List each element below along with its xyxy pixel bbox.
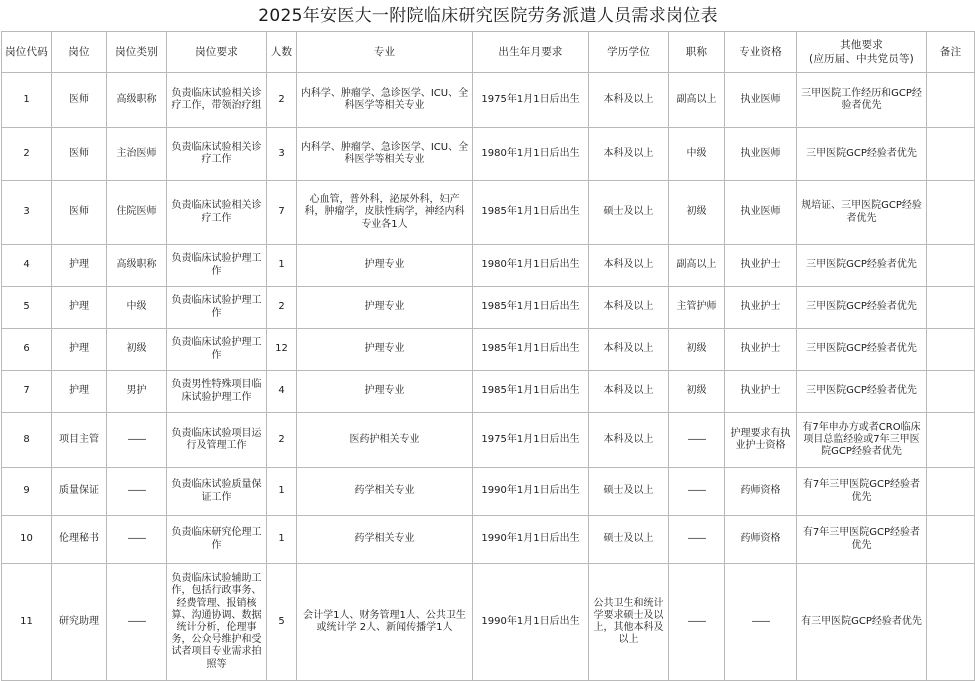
cell-category: —— [107,564,167,681]
job-requirements-table [1,0,975,681]
cell-count: 2 [267,413,297,468]
cell-code: 3 [2,181,52,245]
cell-certificate: 执业护士 [725,371,797,413]
cell-birth: 1990年1月1日后出生 [473,468,589,516]
cell-education: 本科及以上 [589,245,669,287]
table-row [2,468,975,516]
cell-major: 内科学、肿瘤学、急诊医学、ICU、全科医学等相关专业 [297,73,473,128]
cell-major: 护理专业 [297,329,473,371]
cell-certificate: 执业医师 [725,128,797,181]
table-row [2,245,975,287]
cell-category: 住院医师 [107,181,167,245]
cell-category: —— [107,516,167,564]
table-row [2,413,975,468]
cell-major: 护理专业 [297,371,473,413]
cell-code: 9 [2,468,52,516]
table-row [2,371,975,413]
cell-count: 5 [267,564,297,681]
cell-requirement: 负责临床试验护理工作 [167,329,267,371]
cell-category: 初级 [107,329,167,371]
cell-code: 8 [2,413,52,468]
cell-birth: 1985年1月1日后出生 [473,371,589,413]
cell-requirement: 负责临床研究伦理工作 [167,516,267,564]
cell-job-title: —— [669,413,725,468]
cell-requirement: 负责临床试验相关诊疗工作 [167,181,267,245]
cell-post: 质量保证 [52,468,107,516]
cell-education: 硕士及以上 [589,516,669,564]
header-category: 岗位类别 [107,32,167,73]
cell-count: 1 [267,516,297,564]
cell-certificate: 执业护士 [725,329,797,371]
cell-job-title: 初级 [669,329,725,371]
cell-other: 三甲医院GCP经验者优先 [797,287,927,329]
header-count: 人数 [267,32,297,73]
header-other-line1: 其他要求 [840,38,883,51]
cell-certificate: —— [725,564,797,681]
cell-note [927,287,975,329]
cell-job-title: —— [669,516,725,564]
cell-major: 内科学、肿瘤学、急诊医学、ICU、全科医学等相关专业 [297,128,473,181]
cell-category: 高级职称 [107,245,167,287]
cell-birth: 1980年1月1日后出生 [473,245,589,287]
table-row [2,73,975,128]
cell-job-title: 副高以上 [669,73,725,128]
cell-count: 2 [267,287,297,329]
cell-birth: 1985年1月1日后出生 [473,287,589,329]
cell-major: 会计学1人、财务管理1人、公共卫生或统计学 2人、新闻传播学1人 [297,564,473,681]
cell-post: 护理 [52,287,107,329]
cell-code: 10 [2,516,52,564]
cell-count: 7 [267,181,297,245]
cell-certificate: 药师资格 [725,516,797,564]
cell-post: 项目主管 [52,413,107,468]
cell-count: 1 [267,468,297,516]
table-row [2,181,975,245]
cell-major: 药学相关专业 [297,468,473,516]
cell-major: 护理专业 [297,245,473,287]
table-row [2,564,975,681]
header-certificate: 专业资格 [725,32,797,73]
table-row [2,128,975,181]
cell-code: 6 [2,329,52,371]
table-header-row [2,32,975,73]
cell-certificate: 执业护士 [725,245,797,287]
cell-post: 医师 [52,181,107,245]
cell-note [927,371,975,413]
cell-post: 护理 [52,245,107,287]
cell-certificate: 药师资格 [725,468,797,516]
cell-requirement: 负责临床试验护理工作 [167,287,267,329]
cell-count: 12 [267,329,297,371]
cell-category: —— [107,413,167,468]
cell-birth: 1980年1月1日后出生 [473,128,589,181]
title-row [2,1,975,32]
header-other-line2: (应历届、中共党员等) [809,53,914,65]
cell-note [927,181,975,245]
cell-education: 硕士及以上 [589,181,669,245]
cell-post: 护理 [52,329,107,371]
cell-code: 2 [2,128,52,181]
cell-education: 本科及以上 [589,329,669,371]
cell-code: 4 [2,245,52,287]
cell-requirement: 负责临床试验项目运行及管理工作 [167,413,267,468]
header-note: 备注 [927,32,975,73]
cell-education: 本科及以上 [589,287,669,329]
cell-post: 医师 [52,73,107,128]
cell-code: 1 [2,73,52,128]
table-row [2,287,975,329]
cell-education: 公共卫生和统计学要求硕士及以上，其他本科及以上 [589,564,669,681]
cell-note [927,128,975,181]
cell-birth: 1985年1月1日后出生 [473,181,589,245]
cell-other: 有7年申办方或者CRO临床项目总监经验或7年三甲医院GCP经验者优先 [797,413,927,468]
cell-birth: 1975年1月1日后出生 [473,73,589,128]
cell-post: 研究助理 [52,564,107,681]
cell-job-title: 副高以上 [669,245,725,287]
cell-count: 2 [267,73,297,128]
cell-category: 男护 [107,371,167,413]
header-post: 岗位 [52,32,107,73]
cell-category: 高级职称 [107,73,167,128]
cell-birth: 1990年1月1日后出生 [473,516,589,564]
cell-code: 7 [2,371,52,413]
cell-birth: 1975年1月1日后出生 [473,413,589,468]
cell-note [927,564,975,681]
table-row [2,329,975,371]
cell-other: 三甲医院工作经历和GCP经验者优先 [797,73,927,128]
cell-education: 本科及以上 [589,73,669,128]
cell-education: 本科及以上 [589,371,669,413]
cell-job-title: —— [669,564,725,681]
cell-note [927,73,975,128]
cell-education: 硕士及以上 [589,468,669,516]
cell-job-title: 中级 [669,128,725,181]
cell-education: 本科及以上 [589,128,669,181]
cell-other: 三甲医院GCP经验者优先 [797,329,927,371]
cell-other: 有三甲医院GCP经验者优先 [797,564,927,681]
table-row [2,516,975,564]
cell-requirement: 负责临床试验相关诊疗工作 [167,128,267,181]
cell-count: 4 [267,371,297,413]
cell-category: —— [107,468,167,516]
cell-certificate: 执业护士 [725,287,797,329]
header-other-requirements [797,32,927,73]
header-birth: 出生年月要求 [473,32,589,73]
header-job-title: 职称 [669,32,725,73]
cell-certificate: 护理要求有执业护士资格 [725,413,797,468]
header-education: 学历学位 [589,32,669,73]
cell-education: 本科及以上 [589,413,669,468]
cell-job-title: —— [669,468,725,516]
header-major: 专业 [297,32,473,73]
cell-post: 伦理秘书 [52,516,107,564]
cell-other: 有7年三甲医院GCP经验者优先 [797,468,927,516]
page-title: 2025年安医大一附院临床研究医院劳务派遣人员需求岗位表 [2,1,975,32]
cell-certificate: 执业医师 [725,73,797,128]
cell-other: 规培证、三甲医院GCP经验者优先 [797,181,927,245]
cell-major: 心血管，普外科，泌尿外科，妇产科，肿瘤学，皮肤性病学，神经内科专业各1人 [297,181,473,245]
cell-other: 有7年三甲医院GCP经验者优先 [797,516,927,564]
cell-other: 三甲医院GCP经验者优先 [797,371,927,413]
cell-other: 三甲医院GCP经验者优先 [797,128,927,181]
cell-requirement: 负责男性特殊项目临床试验护理工作 [167,371,267,413]
cell-requirement: 负责临床试验相关诊疗工作，带领治疗组 [167,73,267,128]
cell-job-title: 主管护师 [669,287,725,329]
cell-category: 中级 [107,287,167,329]
cell-certificate: 执业医师 [725,181,797,245]
cell-major: 药学相关专业 [297,516,473,564]
cell-birth: 1990年1月1日后出生 [473,564,589,681]
cell-other: 三甲医院GCP经验者优先 [797,245,927,287]
cell-category: 主治医师 [107,128,167,181]
cell-note [927,329,975,371]
cell-note [927,468,975,516]
cell-count: 1 [267,245,297,287]
cell-major: 医药护相关专业 [297,413,473,468]
cell-job-title: 初级 [669,181,725,245]
cell-code: 5 [2,287,52,329]
cell-post: 医师 [52,128,107,181]
cell-major: 护理专业 [297,287,473,329]
cell-note [927,413,975,468]
cell-code: 11 [2,564,52,681]
header-code: 岗位代码 [2,32,52,73]
cell-requirement: 负责临床试验质量保证工作 [167,468,267,516]
cell-post: 护理 [52,371,107,413]
cell-requirement: 负责临床试验辅助工作，包括行政事务、经费管理、报销核算、沟通协调、数据统计分析，伦理事务，公众号维护和受试者项目专业需求拍照等 [167,564,267,681]
cell-note [927,516,975,564]
cell-requirement: 负责临床试验护理工作 [167,245,267,287]
header-requirement: 岗位要求 [167,32,267,73]
cell-note [927,245,975,287]
cell-job-title: 初级 [669,371,725,413]
cell-count: 3 [267,128,297,181]
cell-birth: 1985年1月1日后出生 [473,329,589,371]
